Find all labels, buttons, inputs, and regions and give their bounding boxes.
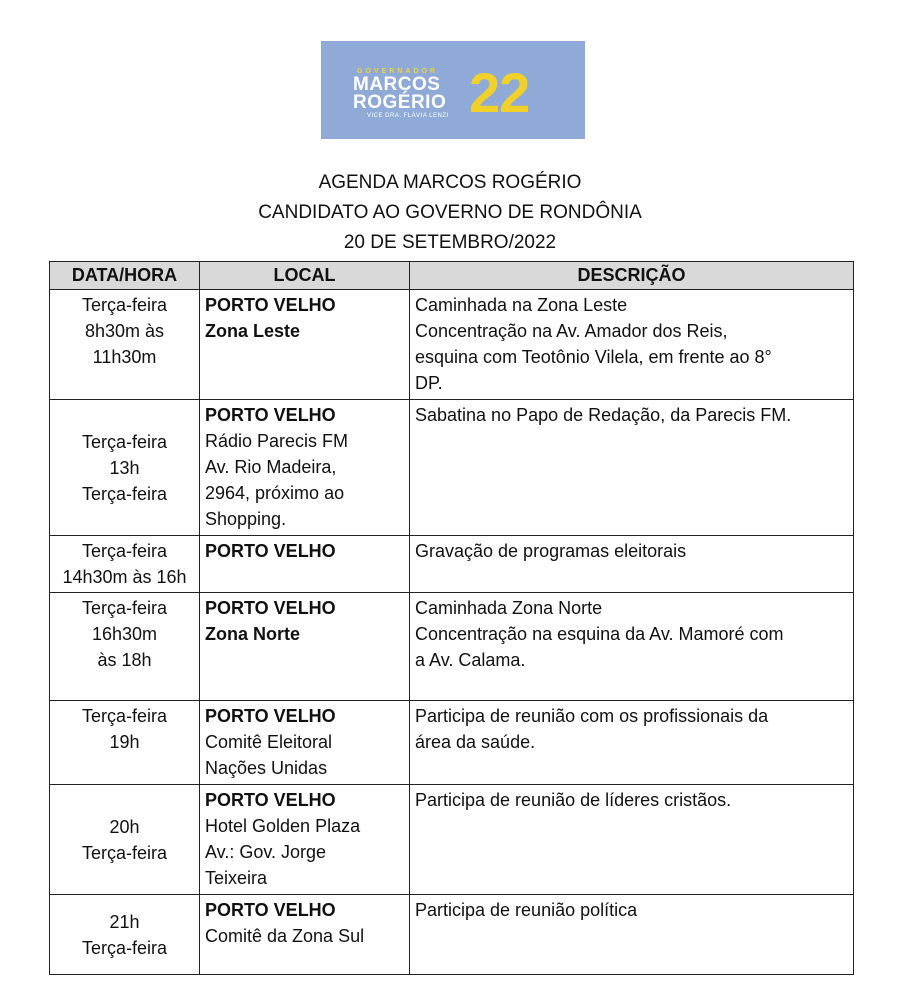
table-row xyxy=(50,593,854,701)
table-row xyxy=(50,895,854,975)
column-header-description: DESCRIÇÃO xyxy=(410,262,854,290)
date-line: 14h30m às 16h xyxy=(62,567,187,587)
table-row xyxy=(50,701,854,785)
column-header-date: DATA/HORA xyxy=(50,262,200,290)
date-cell xyxy=(50,785,200,895)
local-line: Rádio Parecis FM xyxy=(205,431,349,451)
description-line: Sabatina no Papo de Redação, da Parecis FM. xyxy=(415,405,792,425)
description-line: Caminhada Zona Norte xyxy=(415,598,603,618)
description-line: a Av. Calama. xyxy=(415,650,526,670)
local-cell xyxy=(200,593,410,701)
description-line: Gravação de programas eleitorais xyxy=(415,541,687,561)
description-cell xyxy=(410,785,854,895)
description-cell xyxy=(410,701,854,785)
date-line: 20h xyxy=(109,816,140,837)
date-line: Terça-feira xyxy=(81,706,168,726)
local-city: PORTO VELHO xyxy=(205,790,336,810)
local-city: PORTO VELHO xyxy=(205,598,336,618)
logo-vice-text: VICE DRA. FLÁVIA LENZI xyxy=(367,113,449,119)
header-line-2: CANDIDATO AO GOVERNO DE RONDÔNIA xyxy=(258,202,642,223)
date-line: Terça-feira xyxy=(81,431,168,452)
local-city: PORTO VELHO xyxy=(205,541,336,561)
local-line: 2964, próximo ao xyxy=(205,483,345,503)
local-city: PORTO VELHO xyxy=(205,405,336,425)
date-cell xyxy=(50,400,200,536)
local-city: PORTO VELHO xyxy=(205,295,336,315)
table-row xyxy=(50,400,854,536)
local-line: Comitê da Zona Sul xyxy=(205,926,365,946)
local-line: Teixeira xyxy=(205,868,268,888)
local-line: Comitê Eleitoral xyxy=(205,732,333,752)
local-line: Nações Unidas xyxy=(205,758,328,778)
date-line: Terça-feira xyxy=(81,937,168,958)
local-city: PORTO VELHO xyxy=(205,900,336,920)
date-line: 13h xyxy=(109,457,140,478)
date-line: 21h xyxy=(109,911,140,932)
date-cell xyxy=(50,290,200,400)
description-line: Concentração na esquina da Av. Mamoré com xyxy=(415,624,784,644)
table-row xyxy=(50,785,854,895)
date-cell xyxy=(50,593,200,701)
date-line: 19h xyxy=(109,732,140,752)
description-cell xyxy=(410,400,854,536)
local-cell xyxy=(200,785,410,895)
description-line: Participa de reunião política xyxy=(415,900,638,920)
local-line: Shopping. xyxy=(205,509,287,529)
local-cell xyxy=(200,536,410,593)
table-row xyxy=(50,536,854,593)
description-cell xyxy=(410,290,854,400)
logo-name-line1: MARCOS xyxy=(353,74,441,95)
description-line: Participa de reunião de líderes cristãos. xyxy=(415,790,732,810)
local-city: PORTO VELHO xyxy=(205,706,336,726)
description-line: Caminhada na Zona Leste xyxy=(415,295,628,315)
campaign-logo xyxy=(321,41,585,139)
date-line: Terça-feira xyxy=(81,483,168,504)
local-line: Hotel Golden Plaza xyxy=(205,816,361,836)
description-line: área da saúde. xyxy=(415,732,536,752)
date-line: às 18h xyxy=(97,650,152,670)
date-line: Terça-feira xyxy=(81,598,168,618)
date-cell xyxy=(50,536,200,593)
local-line: Av. Rio Madeira, xyxy=(205,457,337,477)
date-cell xyxy=(50,701,200,785)
description-line: Concentração na Av. Amador dos Reis, xyxy=(415,321,728,341)
document-header xyxy=(0,168,900,258)
description-line: Participa de reunião com os profissionais da xyxy=(415,706,769,726)
logo-name-line2: ROGÉRIO xyxy=(353,92,447,113)
logo-number: 22 xyxy=(469,61,530,124)
description-line: DP. xyxy=(415,373,443,393)
local-line: Av.: Gov. Jorge xyxy=(205,842,327,862)
description-cell xyxy=(410,895,854,975)
local-cell xyxy=(200,290,410,400)
agenda-table xyxy=(49,261,854,975)
table-header-row xyxy=(50,262,854,290)
local-cell xyxy=(200,701,410,785)
date-line: Terça-feira xyxy=(81,295,168,315)
column-header-local: LOCAL xyxy=(200,262,410,290)
header-line-1: AGENDA MARCOS ROGÉRIO xyxy=(318,172,582,193)
local-zone: Zona Leste xyxy=(205,321,301,341)
description-cell xyxy=(410,593,854,701)
description-line: esquina com Teotônio Vilela, em frente ao 8° xyxy=(415,347,772,367)
date-line: 11h30m xyxy=(92,347,157,367)
header-line-3: 20 DE SETEMBRO/2022 xyxy=(343,232,557,253)
local-cell xyxy=(200,400,410,536)
table-row xyxy=(50,290,854,400)
date-line: Terça-feira xyxy=(81,842,168,863)
date-line: 16h30m xyxy=(91,624,158,644)
local-cell xyxy=(200,895,410,975)
description-cell xyxy=(410,536,854,593)
date-cell xyxy=(50,895,200,975)
date-line: Terça-feira xyxy=(81,541,168,561)
date-line: 8h30m às xyxy=(84,321,165,341)
local-zone: Zona Norte xyxy=(205,624,301,644)
logo-top-text: GOVERNADOR xyxy=(357,68,438,75)
